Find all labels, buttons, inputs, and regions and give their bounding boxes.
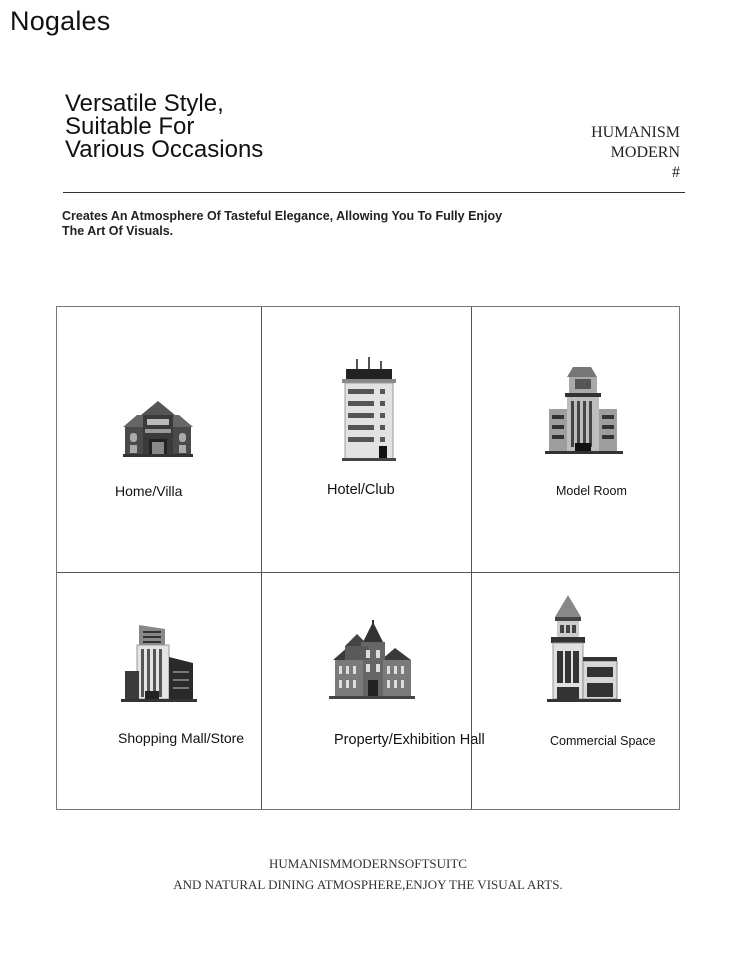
model-room-icon	[545, 365, 623, 455]
venue-label: Commercial Space	[550, 734, 656, 748]
venue-card-commercial-space	[472, 573, 680, 811]
venue-label: Property/Exhibition Hall	[334, 732, 485, 748]
subtitle	[62, 209, 502, 239]
style-tag	[591, 123, 680, 183]
headline-line-1: Versatile Style,	[65, 90, 224, 117]
footer-line-1: HUMANISMMODERNSOFTSUITC	[269, 856, 467, 871]
subtitle-line-1: Creates An Atmosphere Of Tasteful Elegance, Allowing You To Fully Enjoy	[62, 209, 503, 223]
venue-card-model-room	[472, 307, 680, 572]
venue-card-hotel-club	[262, 307, 471, 572]
divider	[63, 192, 685, 193]
commercial-space-icon	[545, 595, 621, 703]
venue-label: Model Room	[556, 484, 627, 498]
venue-label: Shopping Mall/Store	[118, 730, 245, 746]
brand-title: Nogales	[10, 6, 111, 36]
venue-grid	[56, 306, 680, 810]
footer-line-2: AND NATURAL DINING ATMOSPHERE,ENJOY THE VISUAL ARTS.	[173, 877, 563, 892]
tag-line-2: MODERN	[610, 144, 680, 161]
headline-line-3: Various Occasions	[65, 136, 264, 163]
subtitle-line-2: The Art Of Visuals.	[62, 224, 174, 238]
venue-card-shopping-mall	[57, 573, 261, 811]
hotel-icon	[338, 357, 400, 462]
headline	[65, 92, 263, 161]
venue-card-home-villa	[57, 307, 261, 572]
tag-line-1: HUMANISM	[591, 124, 680, 141]
venue-label: Hotel/Club	[327, 482, 395, 498]
villa-icon	[121, 399, 195, 457]
shopping-mall-icon	[121, 623, 197, 703]
tag-line-3: #	[672, 164, 680, 181]
venue-card-exhibition-hall	[262, 573, 485, 811]
exhibition-hall-icon	[329, 620, 415, 700]
headline-line-2: Suitable For	[65, 113, 195, 140]
venue-label: Home/Villa	[115, 483, 183, 499]
